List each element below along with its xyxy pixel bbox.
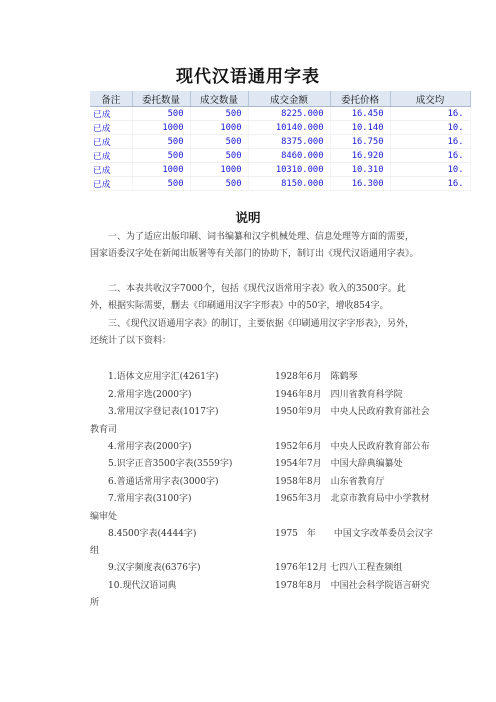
- cell-filled-qty: 500: [190, 149, 248, 163]
- table-row[interactable]: [90, 135, 470, 149]
- cell-avg-price: 16.: [390, 135, 470, 149]
- reference-detail: 1965年3月 北京市教育局中小学教材: [275, 494, 430, 504]
- cell-avg-price: 10.: [390, 163, 470, 177]
- cell-filled-qty: 1000: [190, 163, 248, 177]
- cell-status: 已成: [90, 149, 132, 163]
- reference-source: 9.汉字频度表(6376字): [108, 563, 201, 573]
- paragraph-text: 二、本表共收汉字7000个，包括《现代汉语常用字表》收入的3500字。此外，根据实际需要，删去《印刷通用汉字字形表》中的50字，增收854字。: [90, 284, 406, 311]
- reference-source: 2.常用字选(2000字): [108, 389, 192, 400]
- reference-detail: 1976年12月 七四八工程查频组: [275, 563, 403, 573]
- reference-source: 10.现代汉语词典: [108, 580, 177, 591]
- paragraph: [90, 229, 420, 263]
- cell-order-qty: 500: [132, 149, 190, 163]
- cell-order-price: 16.450: [330, 107, 390, 121]
- cell-order-qty: 1000: [132, 121, 190, 135]
- reference-item: [108, 439, 438, 457]
- column-header[interactable]: 委托价格: [330, 91, 390, 107]
- reference-detail: 1946年8月 四川省教育科学院: [275, 389, 403, 400]
- cell-avg-price: 16.: [390, 177, 470, 191]
- reference-continuation: 教育司: [90, 424, 118, 435]
- reference-detail: 1958年8月 山东省教育厅: [275, 476, 385, 487]
- reference-item: [108, 560, 438, 578]
- reference-detail: 1952年6月 中央人民政府教育部公布: [275, 441, 430, 452]
- reference-continuation: 组: [90, 546, 100, 556]
- cell-order-qty: 1000: [132, 163, 190, 177]
- column-header[interactable]: 成交均: [390, 91, 470, 107]
- cell-status: 已成: [90, 107, 132, 121]
- section-heading: 说明: [235, 210, 261, 225]
- reference-source: 4.常用字表(2000字): [108, 441, 192, 452]
- reference-item: [108, 474, 438, 492]
- table-row[interactable]: [90, 107, 470, 121]
- column-header[interactable]: 备注: [90, 91, 132, 107]
- reference-item: [108, 369, 438, 387]
- cell-order-qty: 500: [132, 177, 190, 191]
- column-header[interactable]: 委托数量: [132, 91, 190, 107]
- reference-source: 1.语体文应用字汇(4261字): [108, 372, 219, 382]
- reference-item: [108, 404, 438, 422]
- cell-amount: 8375.000: [248, 135, 330, 149]
- reference-continuation: 编审处: [90, 511, 118, 522]
- reference-detail: 1975 年 中国文字改革委员会汉字: [275, 528, 433, 539]
- table-header-row: [90, 91, 470, 107]
- cell-status: 已成: [90, 135, 132, 149]
- cell-filled-qty: 500: [190, 177, 248, 191]
- cell-status: 已成: [90, 163, 132, 177]
- cell-order-qty: 500: [132, 107, 190, 121]
- reference-source: 5.识字正音3500字表(3559字): [108, 459, 233, 469]
- cell-avg-price: 16.: [390, 149, 470, 163]
- reference-source: 7.常用字表(3100字): [108, 494, 192, 504]
- table-row[interactable]: [90, 121, 470, 135]
- table-row[interactable]: [90, 163, 470, 177]
- cell-order-qty: 500: [132, 135, 190, 149]
- paragraph-text: 一、为了适应出版印刷、词书编纂和汉字机械处理、信息处理等方面的需要，国家语委汉字处在新闻出版署等有关部门的协助下，制订出《现代汉语通用字表》。: [90, 232, 419, 259]
- reference-source: 8.4500字表(4444字): [108, 528, 197, 539]
- reference-detail: 1928年6月 陈鹤琴: [275, 372, 358, 382]
- reference-item: [108, 387, 438, 405]
- reference-continuation: 所: [90, 598, 100, 608]
- cell-amount: 8460.000: [248, 149, 330, 163]
- trade-table: [90, 91, 464, 194]
- cell-avg-price: 10.: [390, 121, 470, 135]
- reference-item: [108, 526, 438, 544]
- cell-amount: 10310.000: [248, 163, 330, 177]
- paragraph-text: 三、《现代汉语通用字表》的制订，主要依据《印刷通用汉字字形表》，另外，还统计了以下资料：: [90, 319, 415, 346]
- cell-order-price: 16.750: [330, 135, 390, 149]
- reference-source: 6.普通话常用字表(3000字): [108, 476, 219, 487]
- cell-status: 已成: [90, 177, 132, 191]
- column-header[interactable]: 成交数量: [190, 91, 248, 107]
- cell-avg-price: 16.: [390, 107, 470, 121]
- cell-amount: 8225.000: [248, 107, 330, 121]
- cell-amount: 8150.000: [248, 177, 330, 191]
- reference-detail: 1950年9月 中央人民政府教育部社会: [275, 407, 430, 417]
- cell-order-price: 16.920: [330, 149, 390, 163]
- cell-filled-qty: 1000: [190, 121, 248, 135]
- paragraph: [90, 281, 420, 315]
- table-row[interactable]: [90, 149, 470, 163]
- reference-item: [108, 491, 438, 509]
- reference-item: [108, 456, 438, 474]
- column-header[interactable]: 成交金额: [248, 91, 330, 107]
- cell-filled-qty: 500: [190, 135, 248, 149]
- paragraph: [90, 316, 420, 350]
- cell-filled-qty: 500: [190, 107, 248, 121]
- reference-detail: 1978年8月 中国社会科学院语言研究: [275, 580, 430, 591]
- reference-item: [108, 578, 438, 596]
- cell-status: 已成: [90, 121, 132, 135]
- table-row[interactable]: [90, 177, 470, 191]
- cell-order-price: 10.140: [330, 121, 390, 135]
- cell-order-price: 16.300: [330, 177, 390, 191]
- cell-amount: 10140.000: [248, 121, 330, 135]
- reference-list: [90, 369, 438, 612]
- page-title: 现代汉语通用字表: [176, 67, 320, 87]
- cell-order-price: 10.310: [330, 163, 390, 177]
- reference-detail: 1954年7月 中国大辞典编纂处: [275, 459, 403, 469]
- reference-source: 3.常用汉字登记表(1017字): [108, 407, 219, 417]
